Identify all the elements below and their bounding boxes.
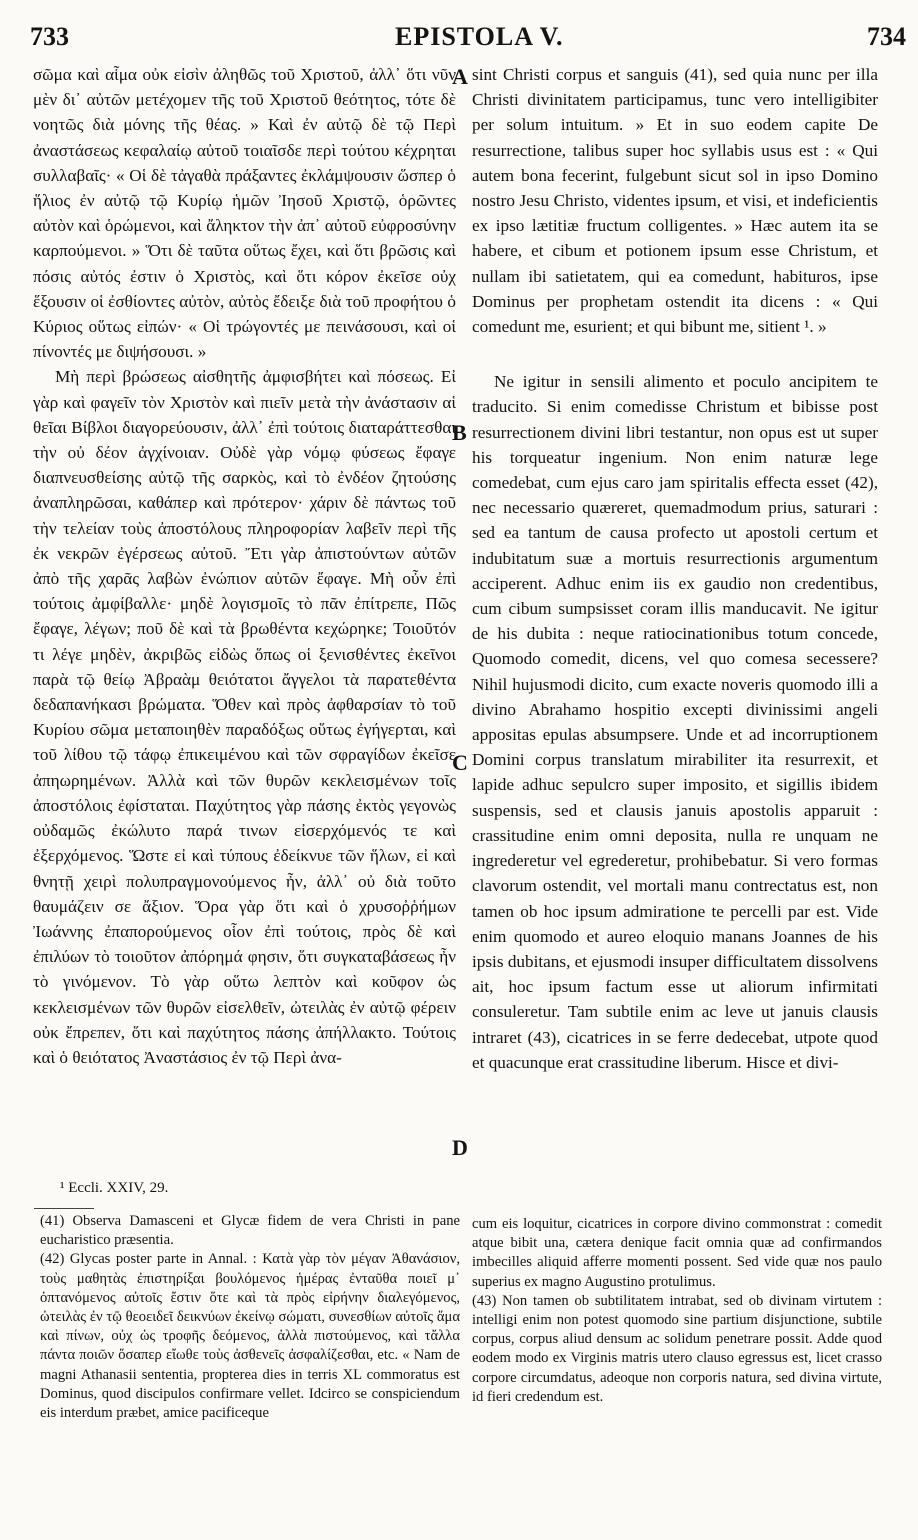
latin-paragraph-2: Ne igitur in sensili alimento et poculo ancipitem te traducito. Si enim comedisse Christum et bibisse post resurrectionem divini libri testantur, non opus est ut super his torqueatur ingenium. Non enim naturæ lege comedebat, cum ejus caro jam spiritalis effecta esset (42), nec necessario quæreret, quemadmodum prius, saturari : sed ea tantum de causa profecto ut apostoli certum et indubitatum suæ a mortuis resurrectionis argumentum acciperent. Adhuc enim iis ex gaudio non credentibus, cum cibum sumpsisset coram illis manducavit. Ne igitur de his dubita : neque ratiocinationibus totum concede, Quomodo comedit, dicens, vel quo comesa secessere? Nihil hujusmodi dicito, cum exacte noveris quomodo illi a divino Abrahamo hospitio excepti divinissimi angeli appositas epulas absumpsere. Unde et ad incorruptionem Domini corpus translatum mirabiliter ita resurrexit, et lapide adhuc sepulcro super imposito, et sigillis ibidem suspensis, sed et clausis januis apostolis apparuit : crassitudine enim omni deposita, nulla re unquam ne ingrederetur vel egrederetur, prohibebatur. Si vero formas clavorum ostendit, vel mortali manu contrectatus est, non tamen ob hoc ipsum admiratione te percelli par est. Vide enim quomodo et aureo eloquio manans Joannes de his ipsis dubitans, et ejusmodi insuper difficultatem dissolvens ait, hoc ipsum factum esse ut aliorum infirmitati consuleretur. Tam subtile enim ac leve ut januis clausis intraret (43), cicatrices in se ferre dedecebat, utpote quod et quacunque erat crassitudine liberum. Hisce et divi- (472, 372, 878, 1072)
section-marker-a: A (452, 64, 468, 89)
notes-right-column (472, 1215, 882, 1495)
latin-column (472, 62, 878, 1162)
note-41: (41) Observa Damasceni et Glycæ fidem de vera Christi in pane eucharistico præsentia. (40, 1213, 460, 1249)
greek-paragraph-1: σῶμα καὶ αἷμα οὐκ εἰσὶν ἀληθῶς τοῦ Χριστοῦ, ἀλλ᾽ ὅτι νῦν μὲν δι᾽ αὐτῶν μετέχομεν τῆς τοῦ Χριστοῦ θεότητος, τότε δὲ νοητῶς διὰ μόνης τῆς θέας. » Καὶ ἐν αὐτῷ δὲ τῷ Περὶ ἀναστάσεως κεφαλαίῳ αὐτοῦ τοιαῖσδε περὶ τούτου κέχρηται συλλαβαῖς· « Οἱ δὲ τἀγαθὰ πράξαντες ἐκλάμψουσιν ὥσπερ ὁ ἥλιος ἐν αὐτῷ τῷ Κυρίῳ ἡμῶν Ἰησοῦ Χριστῷ, ὁρῶντες αὐτὸν καὶ ὁρώμενοι, καὶ ἄληκτον τὴν ἀπ᾽ αὐτοῦ εὐφροσύνην καρπούμενοι. » Ὅτι δὲ ταῦτα οὕτως ἔχει, καὶ ὅτι βρῶσις καὶ πόσις αὐτός ἐστιν ὁ Χριστὸς, καὶ ὅτι κόρον ἐκεῖσε οὐχ ἕξουσιν οἱ ἐσθίοντες αὐτὸν, αὐτὸς ἔδειξε διὰ τοῦ προφήτου ὁ Κύριος οὕτως εἰπών· « Οἱ τρώγοντές με πεινάσουσι, καὶ οἱ πίνοντές με διψήσουσι. » (33, 65, 456, 362)
note-42: (42) Glycas poster parte in Annal. : Κατὰ γὰρ τὸν μέγαν Ἀθανάσιον, τοὺς μαθητὰς ἐπιστηρίξαι βουλόμενος ἡμέρας ἐνταῦθα ποιεῖ μ᾽ ὀπτανόμενος αὐτοῖς ἔστιν ὅτε καὶ τὰ πρὸς εἰρήνην διαλεγόμενος, ὠτειλὰς ἐν τῷ θεοειδεῖ δεικνύων ἐκείνῳ σώματι, συνεσθίων αὐτοῖς ἅμα καὶ πίνων, οὐχ ὡς τροφῆς δεόμενος, ἀλλὰ πιστούμενος, καὶ τἄλλα πάντα ποιῶν ὅσαπερ εἴωθε τοὺς ἀσθενεῖς ἀσφαλίζεσθαι, etc. « Nam de magni Athanasii sententia, propterea dies in terris XL commoratus est Dominus, quod discipulos confirmare vellet. Idcirco se conspiciendum eis interdum præbet, amice pacificeque (40, 1251, 460, 1422)
page-number-right: 734 (867, 22, 906, 51)
latin-paragraph-1: sint Christi corpus et sanguis (41), sed quia nunc per illa Christi divinitatem participamus, tunc vero intelligibiter per solum intuitum. » Et in suo eodem capite De resurrectione, talibus super hoc syllabis usus est : « Qui autem bona fecerint, fulgebunt sicut sol in ipso Domino nostro Jesu Christo, videntes ipsum, et visi, et indeficientis ex ipso lætitiæ fructum colligentes. » Hæc autem ita se habere, et cibum et potionem ipsum esse Christum, et nullam ibi satietatem, qui ea comedunt, habituros, ipse Dominus per prophetam ostendit ita dicens : « Qui comedunt me, esurient; et qui bibunt me, sitient ¹. » (472, 65, 878, 337)
notes-left-column (40, 1212, 460, 1512)
note-43: (43) Non tamen ob subtilitatem intrabat, sed ob divinam virtutem : intelligi enim non potest quomodo sine partium disjunctione, subtile corpus, corpus aliud densum ac solidum penetrare possit. Adde quod eodem modo ex Virginis matris utero clauso egressus est, licet crasso corpore circumdatus, adeoque non corporis natura, sed divina virtute, id fieri credendum est. (472, 1292, 882, 1405)
note-42-continued: cum eis loquitur, cicatrices in corpore divino commonstrat : comedit atque bibit una, cætera denique facit omnia quæ ad confirmandos imbecilles aliquid afferre momenti possent. Sed vide quæ nos paulo superius ex magno Augustino protulimus. (472, 1216, 882, 1290)
greek-paragraph-2: Μὴ περὶ βρώσεως αἰσθητῆς ἀμφισβήτει καὶ πόσεως. Εἰ γὰρ καὶ φαγεῖν τὸν Χριστὸν καὶ πιεῖν μετὰ τὴν ἀνάστασιν αἱ θεῖαι Βίβλοι διαγορεύουσιν, ἀλλ᾽ ἐπὶ τούτοις διαταράττεσθαι τὴν οὐ δέον ἀγχίνοιαν. Οὐδὲ γὰρ νόμῳ φύσεως ἔφαγε διαπνευσθείσης αὐτῷ τῆς σαρκὸς, καὶ τὸ ἐνδέον ζητούσης ἀναπληρῶσαι, καθάπερ καὶ πρότερον· χάριν δὲ πάντως τοῦ τὴν τελείαν τοὺς ἀποστόλους πληροφορίαν λαβεῖν περὶ τῆς ἐκ νεκρῶν ἐγέρσεως αὐτοῦ. Ἔτι γὰρ ἀπιστούντων αὐτῶν ἀπὸ τῆς χαρᾶς λαβὼν ἐνώπιον αὐτῶν ἔφαγε. Μὴ οὖν ἐπὶ τούτοις ἀμφίβαλλε· μηδὲ λογισμοῖς τὸ πᾶν ἐπίτρεπε, Πῶς ἔφαγε, λέγων; ποῦ δὲ καὶ τὰ βρωθέντα κεχώρηκε; Τοιοῦτόν τι λέγε μηδὲν, ἀκριβῶς εἰδὼς ὅπως οἱ ξενισθέντες ἐκεῖνοι παρὰ τῷ θείῳ Ἀβραὰμ θειότατοι ἄγγελοι τὰ παρατεθέντα δεδαπανήκασι βρώματα. Ὅθεν καὶ πρὸς ἀφθαρσίαν τὸ τοῦ Κυρίου σῶμα μεταποιηθὲν παραδόξως οὕτως ἐγήγερται, καὶ τοῦ λίθου τῷ τάφῳ ἐπικειμένου καὶ τῶν σφραγίδων ἐκεῖσε ἀπηωρημένων. Ἀλλὰ καὶ τῶν θυρῶν κεκλεισμένων τοῖς ἀποστόλοις ἐφίσταται. Παχύτητος γὰρ πάσης ἐκτὸς γεγονὼς οὐδαμῶς ἐκώλυτο παρά τινων εἰσερχόμενός τε καὶ ἐξερχόμενος. Ὥστε εἰ καὶ τύπους ἐδείκνυε τῶν ἥλων, εἰ καὶ θνητῇ χειρὶ πολυπραγμονούμενος ἦν, ἀλλ᾽ οὐ διὰ τοῦτο θαυμάζειν σε ἄξιον. Ὅρα γὰρ ὅτι καὶ ὁ χρυσοῤῥήμων Ἰωάννης ἐπαπορούμενος οἷον ἐπὶ τούτοις, πρὸς δὲ καὶ ἐπιλύων τὸ τοιοῦτον ἀπόρημά φησιν, ὅτι συγκαταβάσεως ἦν τὸ γινόμενον. Τὸ γὰρ οὕτω λεπτὸν καὶ κοῦφον ὡς κεκλεισμένων τῶν θυρῶν εἰσελθεῖν, ὠτειλὰς ἐν αὐτῷ φέρειν οὐκ ἔπρεπεν, ὅτι καὶ παχύτητος πάσης ἀπήλλακτο. Τούτοις καὶ ὁ θειότατος Ἀναστάσιος ἐν τῷ Περὶ ἀνα- (33, 367, 456, 1067)
scripture-footnote: ¹ Eccli. XXIV, 29. (60, 1180, 169, 1196)
greek-column (33, 62, 456, 1207)
section-marker-d: D (452, 1135, 468, 1160)
page-number-left: 733 (30, 22, 69, 51)
footnote-divider (34, 1208, 94, 1209)
section-marker-b: B (452, 420, 467, 445)
page-title: EPISTOLA V. (395, 22, 564, 51)
running-header (30, 22, 906, 52)
section-marker-c: C (452, 750, 468, 775)
